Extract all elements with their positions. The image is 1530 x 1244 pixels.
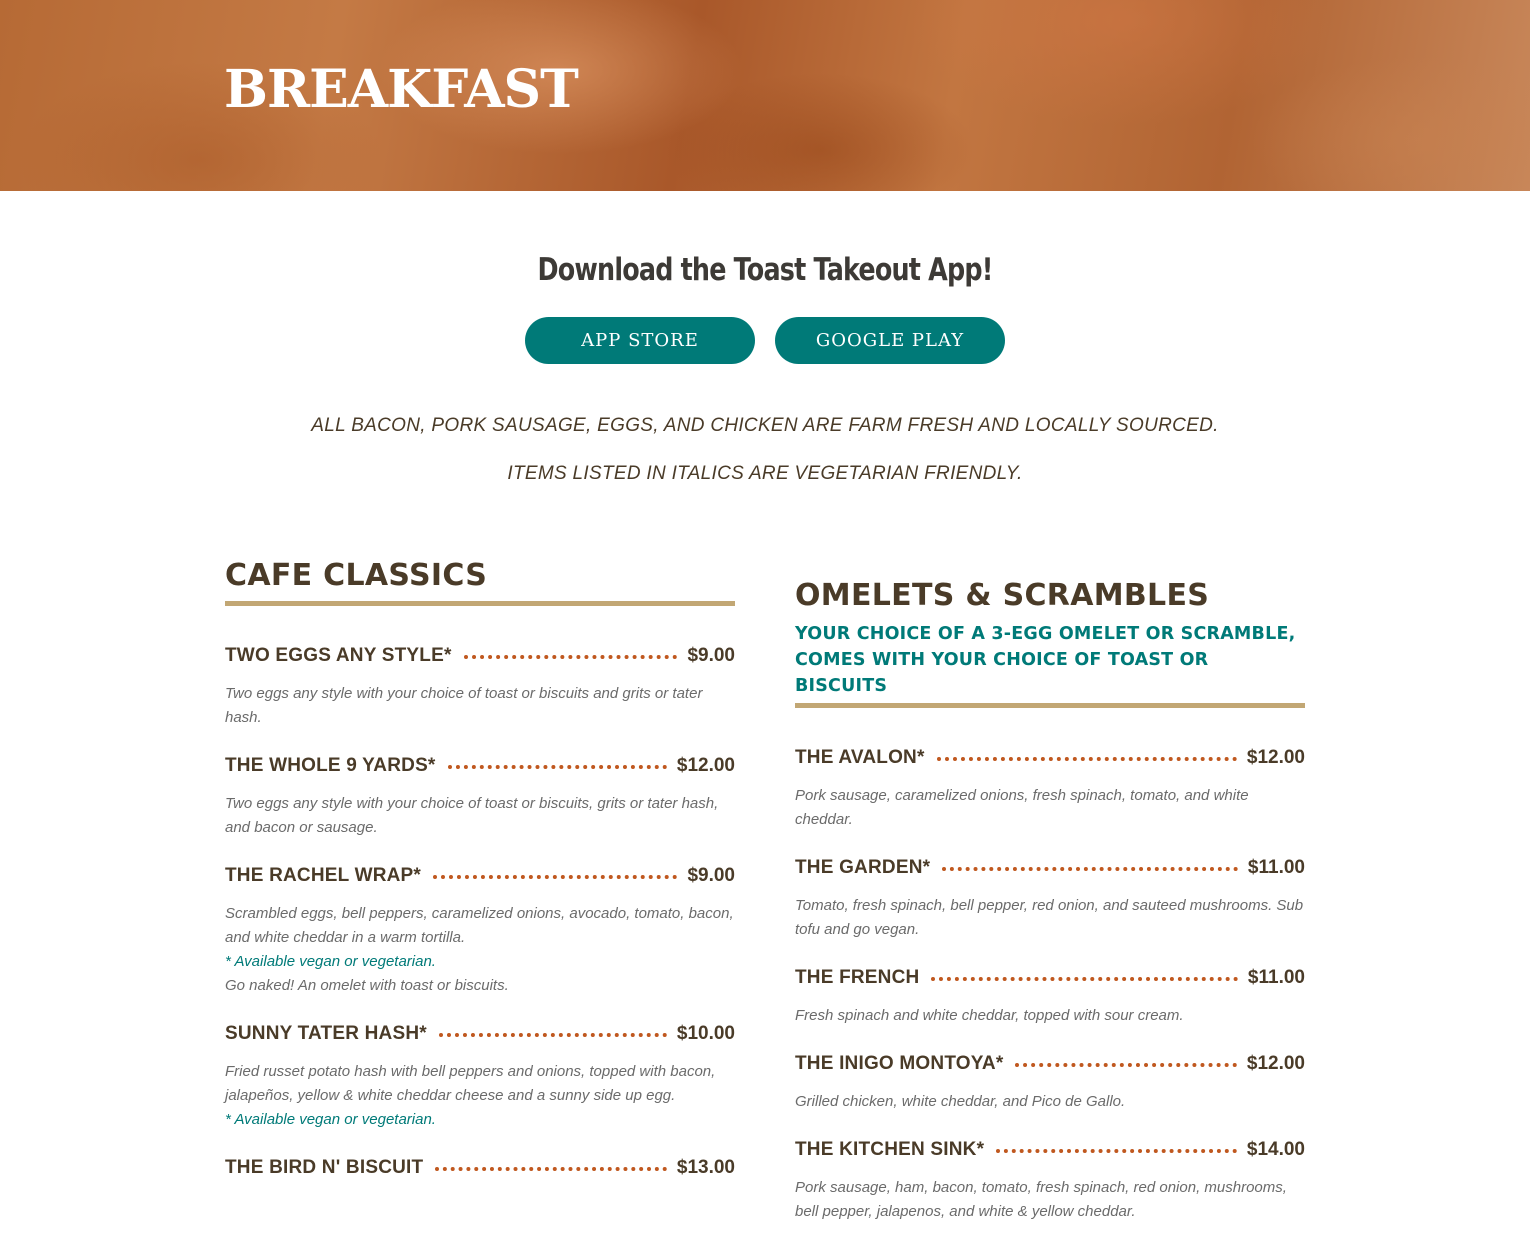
menu-item-name: THE FRENCH <box>795 967 920 988</box>
menu-item <box>225 1018 735 1132</box>
menu-item-price: $13.00 <box>676 1157 735 1178</box>
menu-item-description: Fresh spinach and white cheddar, topped with sour cream. <box>795 1007 1184 1024</box>
menu-item-name: THE GARDEN* <box>795 857 931 878</box>
section-title: CAFE CLASSICS <box>225 558 488 593</box>
menu-item-extra: Go naked! An omelet with toast or biscuits. <box>225 977 509 994</box>
menu-item-name: SUNNY TATER HASH* <box>225 1023 427 1044</box>
google-play-button[interactable]: GOOGLE PLAY <box>775 317 1005 364</box>
vegetarian-notice: ITEMS LISTED IN ITALICS ARE VEGETARIAN FRIENDLY. <box>507 463 1023 484</box>
vegan-note: * Available vegan or vegetarian. <box>225 953 436 970</box>
menu-item-description: Tomato, fresh spinach, bell pepper, red onion, and sauteed mushrooms. Sub tofu and go vegan. <box>795 897 1304 938</box>
vegan-note: * Available vegan or vegetarian. <box>225 1111 436 1128</box>
menu-item-header <box>795 742 1305 774</box>
menu-item-price: $12.00 <box>1246 747 1305 768</box>
menu-item-header <box>225 1018 735 1050</box>
menu-item-price: $14.00 <box>1246 1139 1305 1160</box>
menu-item-price: $12.00 <box>1246 1053 1305 1074</box>
dot-leader <box>435 1167 667 1171</box>
menu-item-description: Grilled chicken, white cheddar, and Pico de Gallo. <box>795 1093 1126 1110</box>
menu-item-header <box>795 962 1305 994</box>
section-title: OMELETS & SCRAMBLES <box>795 578 1210 613</box>
hero-banner <box>0 0 1530 191</box>
dot-leader <box>448 765 667 769</box>
menu-item-name: THE WHOLE 9 YARDS* <box>225 755 436 776</box>
menu-item-name: THE BIRD N' BISCUIT <box>225 1157 424 1178</box>
menu-item-description: Two eggs any style with your choice of toast or biscuits, grits or tater hash, and bacon or sausage. <box>225 795 719 836</box>
dot-leader <box>937 757 1237 761</box>
dot-leader <box>942 867 1238 871</box>
menu-item-description: Scrambled eggs, bell peppers, caramelized onions, avocado, tomato, bacon, and white cheddar in a warm tortilla. <box>225 905 734 946</box>
app-store-button[interactable]: APP STORE <box>525 317 755 364</box>
menu-item-header <box>795 852 1305 884</box>
menu-item-name: THE AVALON* <box>795 747 925 768</box>
menu-item <box>225 1152 735 1184</box>
menu-item <box>795 962 1305 1028</box>
menu-item-header <box>225 1152 735 1184</box>
menu-section-omelets-scrambles <box>795 575 1305 1244</box>
menu-item-header <box>795 1134 1305 1166</box>
menu-item <box>795 1048 1305 1114</box>
menu-item <box>795 852 1305 942</box>
dot-leader <box>464 655 678 659</box>
menu-item-price: $11.00 <box>1247 857 1305 878</box>
menu-item-description: Fried russet potato hash with bell peppers and onions, topped with bacon, jalapeños, yellow & white cheddar cheese and a sunny side up egg. <box>225 1063 716 1104</box>
app-promo-title: Download the Toast Takeout App! <box>537 252 993 288</box>
menu-item-header <box>795 1048 1305 1080</box>
menu-item-price: $10.00 <box>676 1023 735 1044</box>
menu-item-header <box>225 750 735 782</box>
section-subtitle: YOUR CHOICE OF A 3-EGG OMELET OR SCRAMBLE, COMES WITH YOUR CHOICE OF TOAST OR BISCUITS <box>795 624 1296 696</box>
menu-item-header <box>225 640 735 672</box>
menu-section-cafe-classics <box>225 555 735 1204</box>
menu-item <box>225 860 735 998</box>
dot-leader <box>996 1149 1237 1153</box>
menu-item <box>795 1134 1305 1224</box>
menu-item-price: $9.00 <box>687 645 735 666</box>
menu-item-name: THE RACHEL WRAP* <box>225 865 422 886</box>
sourcing-notice: ALL BACON, PORK SAUSAGE, EGGS, AND CHICKEN ARE FARM FRESH AND LOCALLY SOURCED. <box>311 415 1219 436</box>
section-header <box>795 575 1305 708</box>
menu-item <box>225 640 735 730</box>
dot-leader <box>931 977 1237 981</box>
menu-item-price: $9.00 <box>687 865 735 886</box>
menu-item-name: THE KITCHEN SINK* <box>795 1139 985 1160</box>
menu-item-description: Two eggs any style with your choice of toast or biscuits and grits or tater hash. <box>225 685 703 726</box>
section-header <box>225 555 735 606</box>
menu-item-price: $12.00 <box>676 755 735 776</box>
page-title: BREAKFAST <box>224 59 578 120</box>
menu-item <box>795 742 1305 832</box>
dot-leader <box>1015 1063 1236 1067</box>
menu-item-name: THE INIGO MONTOYA* <box>795 1053 1004 1074</box>
menu-item-name: TWO EGGS ANY STYLE* <box>225 645 452 666</box>
menu-item-header <box>225 860 735 892</box>
menu-item-price: $11.00 <box>1247 967 1305 988</box>
dot-leader <box>439 1033 667 1037</box>
menu-item <box>225 750 735 840</box>
menu-item-description: Pork sausage, caramelized onions, fresh spinach, tomato, and white cheddar. <box>795 787 1249 828</box>
dot-leader <box>433 875 677 879</box>
menu-item-description: Pork sausage, ham, bacon, tomato, fresh spinach, red onion, mushrooms, bell pepper, jalapenos, and white & yellow cheddar. <box>795 1179 1287 1220</box>
